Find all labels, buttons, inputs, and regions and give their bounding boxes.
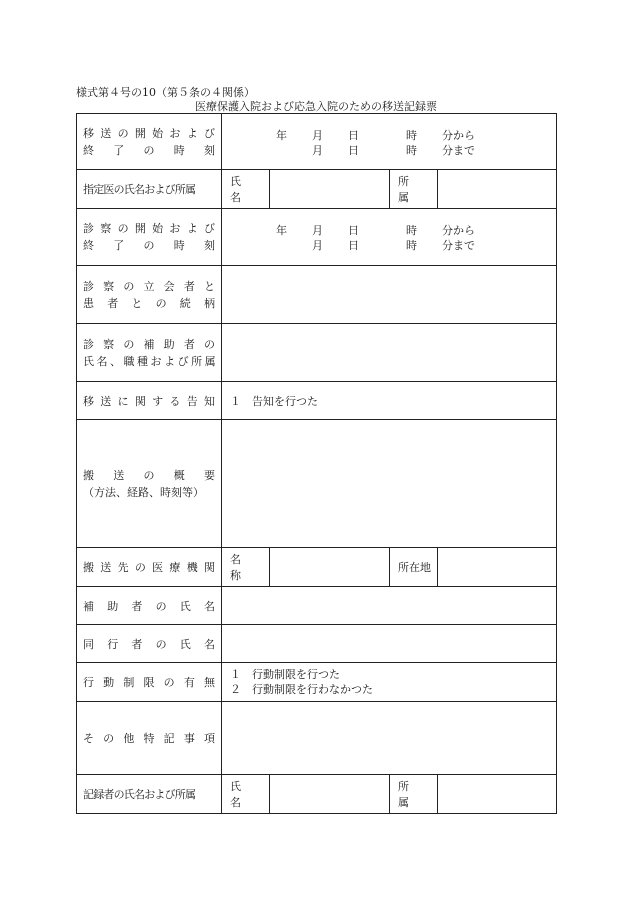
recorder-name-field[interactable] (270, 775, 390, 814)
row-exam-witness (77, 266, 557, 324)
recorder-affiliation-field[interactable] (438, 775, 557, 814)
row-designated-doctor (77, 170, 557, 209)
row-exam-assistant (77, 324, 557, 382)
designated-doctor-label: 指定医の氏名および所属 (77, 170, 222, 209)
exam-time-label: 診察の開始および 終了の時刻 (77, 209, 222, 266)
row-transfer-notice (77, 382, 557, 420)
other-notes-label: その他特記事項 (77, 702, 222, 775)
restriction-label: 行動制限の有無 (77, 663, 222, 702)
transport-overview-label: 搬送の概要 （方法、経路、時刻等） (77, 420, 222, 548)
transfer-notice-label: 移送に関する告知 (77, 382, 222, 420)
row-exam-time (77, 209, 557, 266)
transfer-notice-value[interactable]: １ 告知を行つた (222, 382, 557, 420)
exam-assistant-label: 診察の補助者の 氏名、職種および所属 (77, 324, 222, 382)
destination-label: 搬送先の医療機関 (77, 548, 222, 587)
row-destination (77, 548, 557, 587)
destination-name-field[interactable] (270, 548, 390, 587)
transfer-time-label: 移送の開始および 終了の時刻 (77, 114, 222, 170)
restriction-options[interactable] (222, 663, 557, 702)
exam-time-field[interactable]: 年 月 日 時 分から 月 日 時 分まで (222, 209, 557, 266)
doctor-name-field[interactable] (270, 170, 390, 209)
destination-location-label: 所在地 (390, 548, 438, 587)
row-transfer-time (77, 114, 557, 170)
row-restriction (77, 663, 557, 702)
recorder-name-label: 氏 名 (222, 775, 270, 814)
companion-name-field[interactable] (222, 625, 557, 663)
transport-overview-field[interactable] (222, 420, 557, 548)
destination-location-field[interactable] (438, 548, 557, 587)
exam-assistant-field[interactable] (222, 324, 557, 382)
transfer-record-table (76, 113, 557, 814)
form-number: 様式第４号の10（第５条の４関係） (76, 86, 255, 99)
row-recorder (77, 775, 557, 814)
doctor-affiliation-label: 所 属 (390, 170, 438, 209)
row-assistant-name (77, 587, 557, 625)
transfer-time-field[interactable]: 年 月 日 時 分から 月 日 時 分まで (222, 114, 557, 170)
row-other-notes (77, 702, 557, 775)
restriction-option: ２ 行動制限を行わなかつた (230, 683, 373, 696)
doctor-name-label: 氏 名 (222, 170, 270, 209)
row-companion-name (77, 625, 557, 663)
exam-witness-field[interactable] (222, 266, 557, 324)
destination-name-label: 名 称 (222, 548, 270, 587)
restriction-option: １ 行動制限を行つた (230, 668, 340, 681)
other-notes-field[interactable] (222, 702, 557, 775)
exam-witness-label: 診察の立会者と 患者との続柄 (77, 266, 222, 324)
recorder-label: 記録者の氏名および所属 (77, 775, 222, 814)
row-transport-overview (77, 420, 557, 548)
companion-name-label: 同行者の氏名 (77, 625, 222, 663)
assistant-name-label: 補助者の氏名 (77, 587, 222, 625)
recorder-affiliation-label: 所 属 (390, 775, 438, 814)
assistant-name-field[interactable] (222, 587, 557, 625)
doctor-affiliation-field[interactable] (438, 170, 557, 209)
form-title: 医療保護入院および応急入院のための移送記録票 (195, 100, 437, 113)
